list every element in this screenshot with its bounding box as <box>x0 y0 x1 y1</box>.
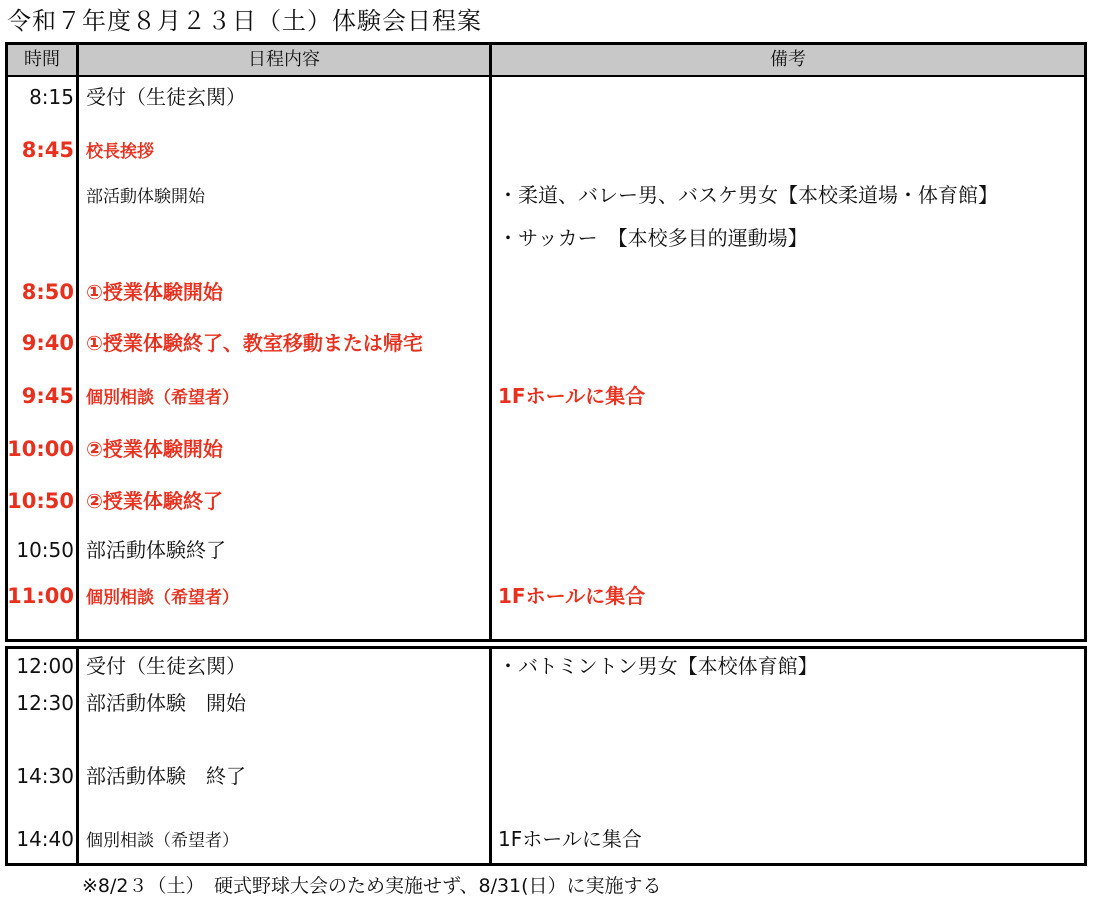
row-time: 10:00 <box>7 437 74 461</box>
header-time: 時間 <box>24 49 60 70</box>
table-row <box>8 582 1084 632</box>
schedule-table-afternoon <box>5 646 1087 866</box>
row-note: ・サッカー 【本校多目的運動場】 <box>498 226 808 250</box>
table-row <box>8 689 1084 739</box>
table-row <box>8 382 1084 432</box>
footnote: ※8/2３（土） 硬式野球大会のため実施せず、8/31(日）に実施する <box>82 875 662 897</box>
row-content: ①授業体験開始 <box>86 280 223 304</box>
row-note: 1Fホールに集合 <box>498 827 642 851</box>
row-time: 8:15 <box>29 85 74 109</box>
row-content: 部活動体験終了 <box>86 538 226 562</box>
row-content: 個別相談（希望者） <box>86 388 239 408</box>
row-time: 12:00 <box>16 654 74 678</box>
table-row <box>8 536 1084 586</box>
row-time: 10:50 <box>7 489 74 513</box>
row-content: 個別相談（希望者） <box>86 831 239 851</box>
row-content: 受付（生徒玄関） <box>86 85 246 109</box>
table-row <box>8 435 1084 485</box>
row-note: ・柔道、バレー男、バスケ男女【本校柔道場・体育館】 <box>498 183 998 207</box>
schedule-table-morning <box>5 42 1087 642</box>
row-note: ・バトミントン男女【本校体育館】 <box>498 654 818 678</box>
row-content: 受付（生徒玄関） <box>86 654 246 678</box>
table-row <box>8 825 1084 875</box>
table-row <box>8 278 1084 328</box>
table-row <box>8 762 1084 812</box>
row-time: 11:00 <box>7 584 74 608</box>
row-content: ①授業体験終了、教室移動または帰宅 <box>86 331 423 355</box>
row-content: ②授業体験開始 <box>86 437 223 461</box>
row-time: 9:45 <box>21 384 74 408</box>
table-header <box>8 45 1084 77</box>
row-content: 部活動体験 開始 <box>86 691 246 715</box>
row-time: 14:40 <box>16 827 74 851</box>
row-content: 部活動体験開始 <box>86 187 205 207</box>
header-content: 日程内容 <box>248 49 320 70</box>
row-note: 1Fホールに集合 <box>498 584 646 608</box>
row-content: 部活動体験 終了 <box>86 764 246 788</box>
table-row <box>8 224 1084 274</box>
row-time: 12:30 <box>16 691 74 715</box>
table-row <box>8 83 1084 133</box>
row-content: 校長挨拶 <box>86 142 154 162</box>
table-row <box>8 136 1084 186</box>
row-note: 1Fホールに集合 <box>498 384 646 408</box>
document-title: 令和７年度８月２３日（土）体験会日程案 <box>7 7 482 35</box>
row-time: 8:50 <box>21 280 74 304</box>
header-notes: 備考 <box>770 49 806 70</box>
row-time: 8:45 <box>21 138 74 162</box>
row-time: 10:50 <box>16 538 74 562</box>
table-row <box>8 487 1084 537</box>
table-row <box>8 329 1084 379</box>
row-time: 9:40 <box>21 331 74 355</box>
row-content: ②授業体験終了 <box>86 489 223 513</box>
row-time: 14:30 <box>16 764 74 788</box>
row-content: 個別相談（希望者） <box>86 588 239 608</box>
